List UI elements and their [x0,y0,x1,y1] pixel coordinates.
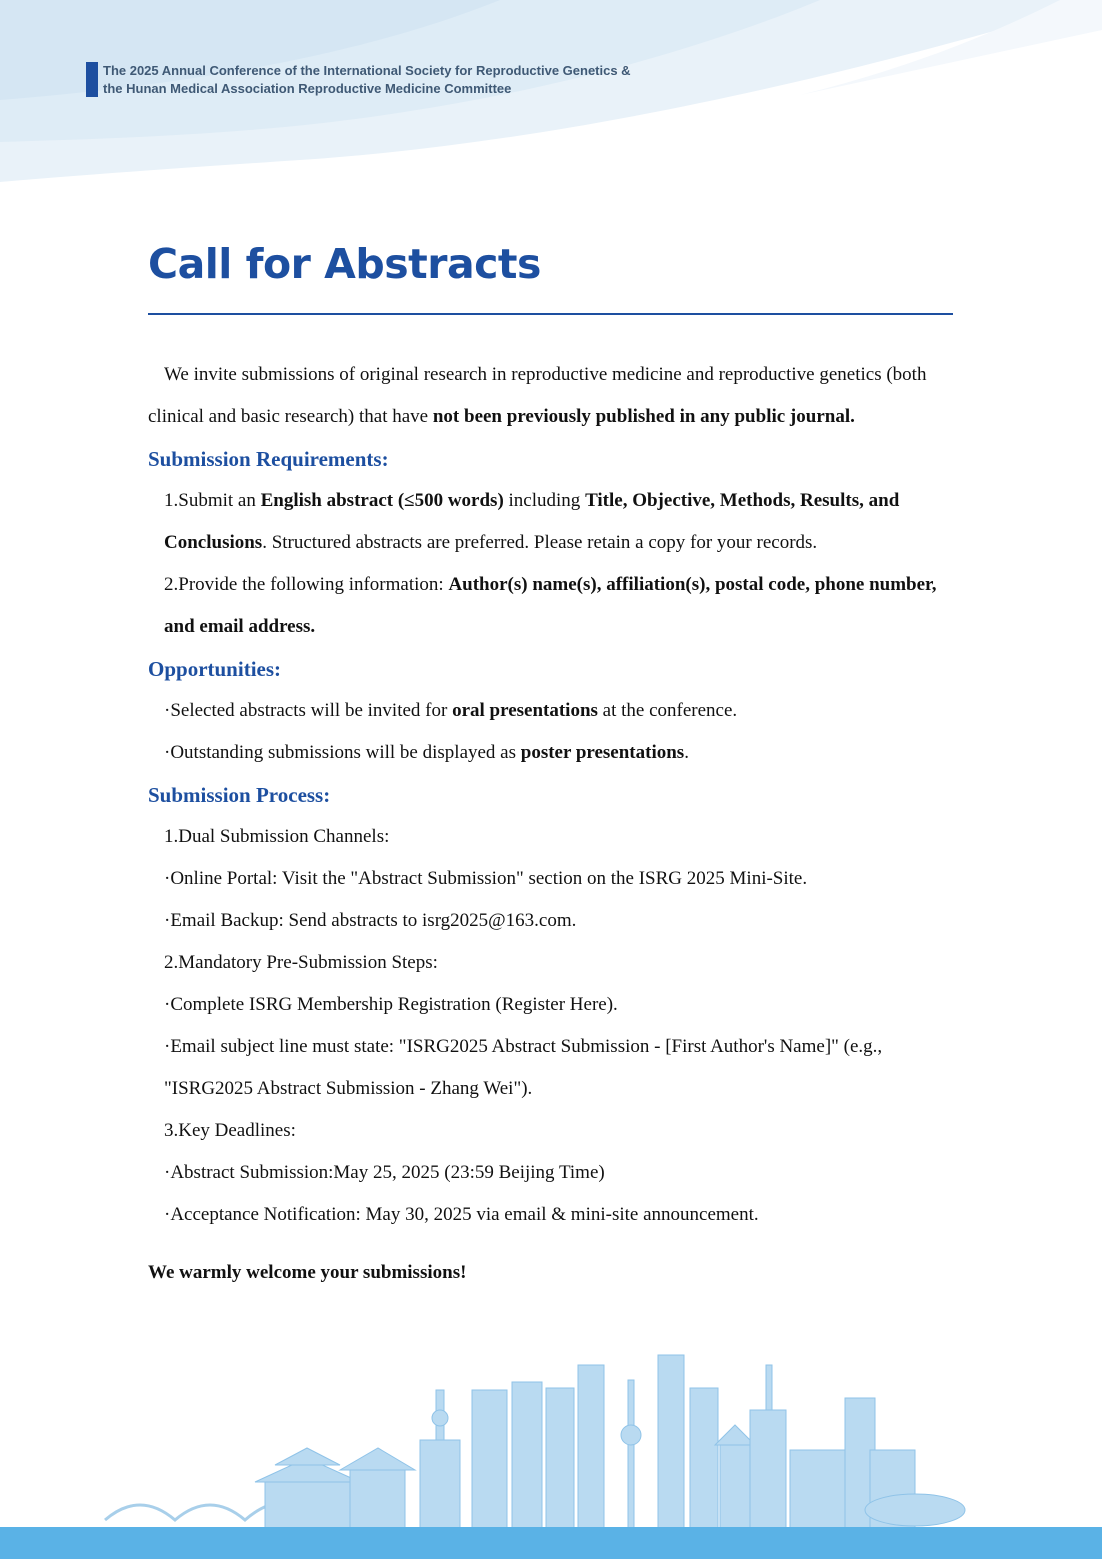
requirement-1-bold-a: English abstract (≤500 words) [260,490,504,511]
submission-requirements-heading: Submission Requirements: [148,447,389,471]
opportunity-1-text-a: ·Selected abstracts will be invited for [164,700,453,721]
conference-header [86,62,631,98]
requirement-1-text-b: including [503,490,586,511]
process-line: 1.Dual Submission Channels: [164,826,390,847]
page-title: Call for Abstracts [148,240,541,288]
conference-name-line2: the Hunan Medical Association Reproductive Medicine Committee [103,81,512,96]
intro-text: We invite submissions of original research in reproductive medicine and reproductive genetics (both clinical and basic research) that have [148,364,927,427]
header-wave-decoration [0,0,1102,200]
process-line: ·Acceptance Notification: May 30, 2025 via email & mini-site announcement. [164,1204,759,1225]
process-line: 3.Key Deadlines: [164,1120,296,1141]
process-line: 2.Mandatory Pre-Submission Steps: [164,952,438,973]
requirement-item-2 [148,564,960,648]
intro-paragraph [148,354,960,438]
requirement-2-bold: Author(s) name(s), affiliation(s), postal code, phone number, and email address. [164,574,937,637]
opportunity-1-bold: oral presentations [452,700,598,721]
process-line: ·Abstract Submission:May 25, 2025 (23:59 Beijing Time) [164,1162,605,1183]
closing-statement: We warmly welcome your submissions! [148,1262,467,1283]
main-content [148,354,960,1294]
header-accent-bar [86,62,98,97]
process-line: ·Email Backup: Send abstracts to isrg2025@163.com. [164,910,577,931]
conference-name-line1: The 2025 Annual Conference of the International Society for Reproductive Genetics & [103,63,631,78]
opportunity-2-text-a: ·Outstanding submissions will be displayed as [164,742,521,763]
title-divider [148,313,953,315]
requirement-1-bold-b: Title, Objective, Methods, Results, and Conclusions [164,490,900,553]
conference-name [103,62,631,98]
intro-bold-text: not been previously published in any public journal. [432,406,855,427]
requirement-1-text-c: . Structured abstracts are preferred. Please retain a copy for your records. [262,532,818,553]
requirement-1-text-a: 1.Submit an [164,490,261,511]
process-line: ·Online Portal: Visit the "Abstract Submission" section on the ISRG 2025 Mini-Site. [164,868,808,889]
requirement-item-1 [148,480,960,564]
city-skyline-illustration [0,1340,1102,1559]
process-line: ·Complete ISRG Membership Registration (Register Here). [164,994,618,1015]
opportunity-item-1 [148,690,960,732]
submission-process-heading: Submission Process: [148,783,331,807]
opportunity-item-2 [148,732,960,774]
requirement-2-text: 2.Provide the following information: [164,574,449,595]
opportunity-2-text-b: . [684,742,689,763]
opportunities-heading: Opportunities: [148,657,282,681]
opportunity-2-bold: poster presentations [520,742,685,763]
process-line: ·Email subject line must state: "ISRG2025 Abstract Submission - [First Author's Name]" (e.g., "ISRG2025 Abstract Submission - Zhang Wei"). [164,1036,883,1099]
opportunity-1-text-b: at the conference. [597,700,738,721]
